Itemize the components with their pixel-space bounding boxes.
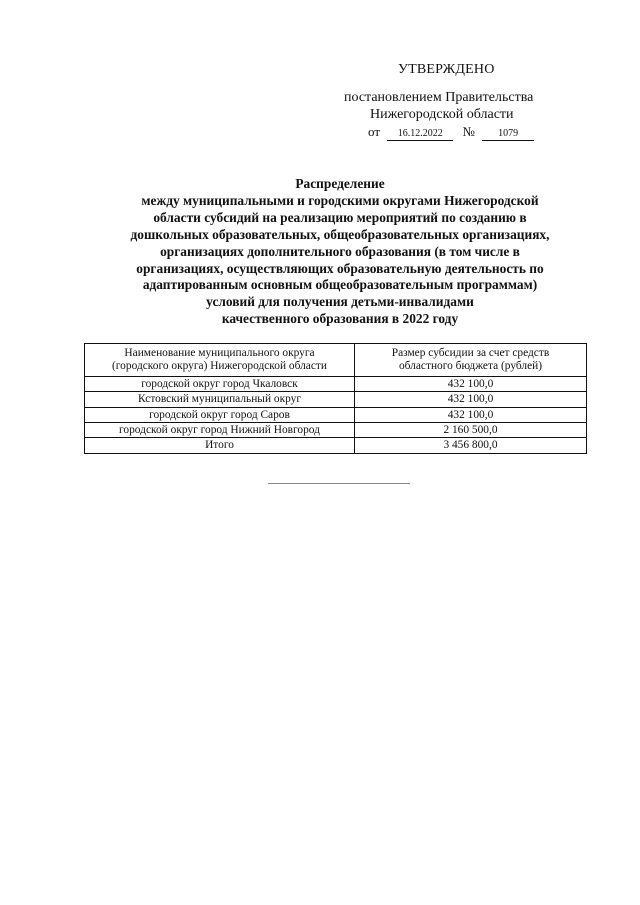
table-row	[85, 392, 587, 407]
decree-date-row	[368, 124, 534, 141]
end-divider-line	[268, 483, 410, 484]
heading-line: адаптированным основным общеобразовательным программам)	[142, 277, 538, 293]
amount-cell: 432 100,0	[355, 392, 587, 407]
heading-line: качественного образования в 2022 году	[221, 311, 459, 327]
municipality-cell: Кстовский муниципальный округ	[85, 392, 355, 407]
approval-title: УТВЕРЖДЕНО	[398, 62, 495, 77]
number-sign: №	[462, 124, 475, 139]
amount-cell: 432 100,0	[355, 376, 587, 391]
decree-number: 1079	[482, 128, 534, 141]
municipality-cell: городской округ город Чкаловск	[85, 376, 355, 391]
table-row	[85, 423, 587, 438]
municipality-cell: городской округ город Саров	[85, 407, 355, 422]
decree-reference-line1: постановлением Правительства	[344, 90, 534, 105]
document-heading	[80, 176, 600, 328]
amount-cell: 432 100,0	[355, 407, 587, 422]
heading-line: условий для получения детьми-инвалидами	[206, 294, 474, 310]
heading-line: области субсидий на реализацию мероприятий по созданию в	[153, 209, 527, 225]
decree-date: 16.12.2022	[387, 128, 453, 141]
heading-line: организациях дополнительного образования (в том числе в	[160, 243, 520, 259]
table-total-row	[85, 438, 587, 453]
table-row	[85, 407, 587, 422]
heading-line: дошкольных образовательных, общеобразовательных организациях,	[130, 226, 550, 242]
heading-line: Распределение	[295, 176, 385, 191]
heading-line: организациях, осуществляющих образовательную деятельность по	[136, 260, 544, 276]
column-header-municipality: Наименование муниципального округа (городского округа) Нижегородской области	[85, 344, 355, 377]
heading-line: между муниципальными и городскими округами Нижегородской	[141, 192, 539, 208]
amount-cell: 2 160 500,0	[355, 423, 587, 438]
total-amount-cell: 3 456 800,0	[355, 438, 587, 453]
column-header-amount: Размер субсидии за счет средств областного бюджета (рублей)	[355, 344, 587, 377]
municipality-cell: городской округ город Нижний Новгород	[85, 423, 355, 438]
table-row	[85, 376, 587, 391]
total-label-cell: Итого	[85, 438, 355, 453]
decree-reference-line2: Нижегородской области	[370, 107, 514, 122]
table-header-row	[85, 344, 587, 377]
date-prefix: от	[368, 124, 381, 139]
subsidy-table	[84, 343, 587, 454]
